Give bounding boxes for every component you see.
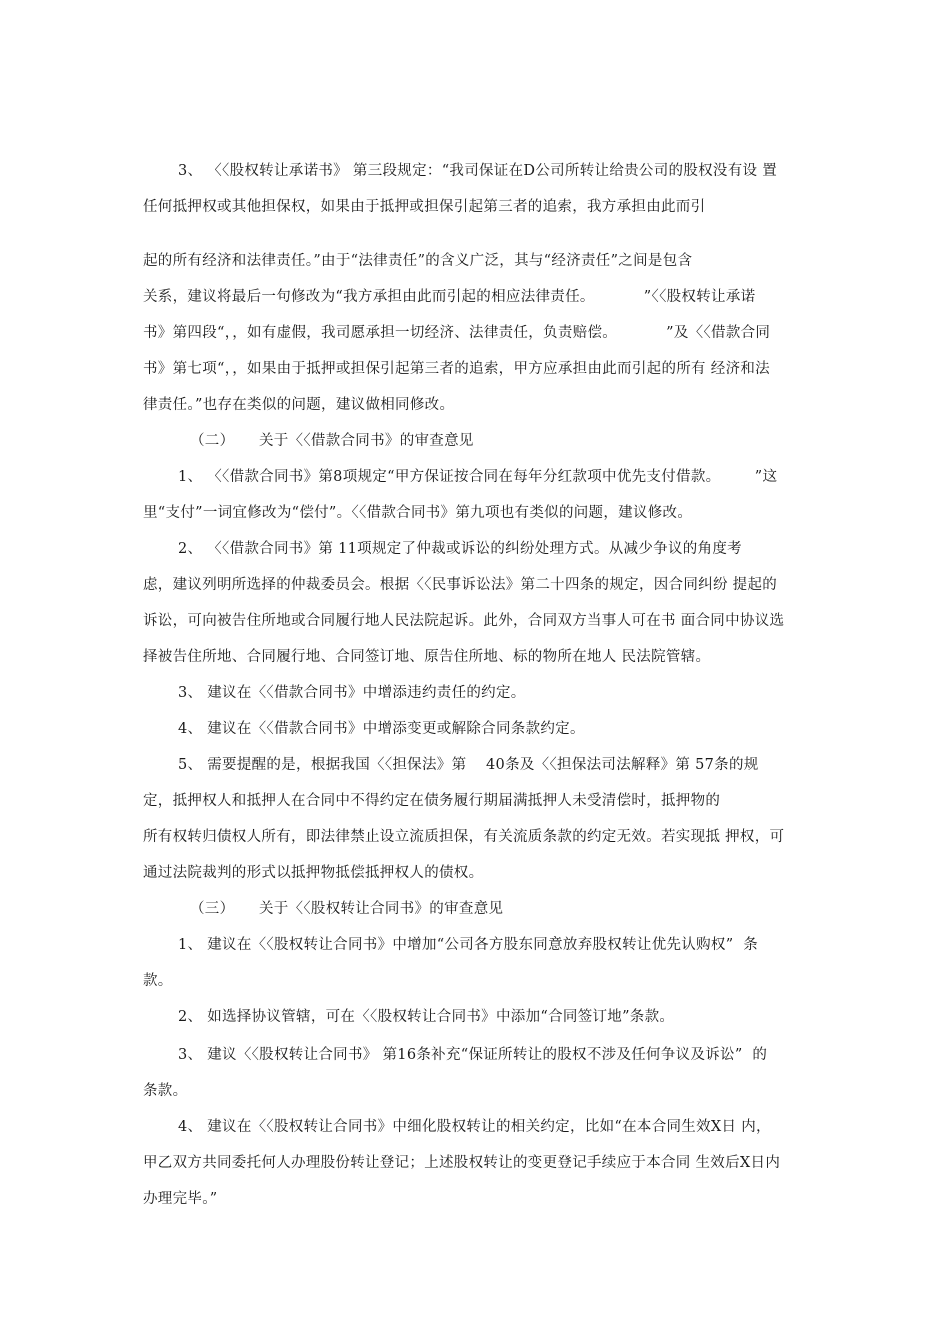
paragraph-line: 3、 建议〈〈股权转让合同书》 第16条补充“保证所转让的股权不涉及任何争议及诉讼” 的 (178, 1046, 768, 1063)
paragraph-line: 通过法院裁判的形式以抵押物抵偿抵押权人的债权。 (143, 864, 484, 881)
paragraph-line: 办理完毕。” (143, 1190, 218, 1207)
paragraph-line: 2、 如选择协议管辖，可在〈〈股权转让合同书》中添加“合同签订地”条款。 (178, 1008, 675, 1025)
paragraph-line: 4、 建议在〈〈股权转让合同书》中细化股权转让的相关约定，比如“在本合同生效X日 内， (178, 1118, 771, 1135)
paragraph-line: 虑，建议列明所选择的仲裁委员会。根据〈〈民事诉讼法》第二十四条的规定，因合同纠纷 提起的 (143, 576, 778, 593)
paragraph-line: 条款。 (143, 1082, 188, 1099)
paragraph-line: 择被告住所地、合同履行地、合同签订地、原告住所地、标的物所在地人 民法院管辖。 (143, 648, 711, 665)
paragraph-line: 2、 〈〈借款合同书》第 11项规定了仲裁或诉讼的纠纷处理方式。从减少争议的角度考 (178, 540, 742, 557)
paragraph-line: 起的所有经济和法律责任。”由于“法律责任”的含义广泛，其与“经济责任”之间是包含 (143, 252, 693, 269)
paragraph-line: 1、 〈〈借款合同书》第8项规定“甲方保证按合同在每年分红款项中优先支付借款。 ”这 (178, 468, 778, 485)
paragraph-line: 款。 (143, 972, 173, 989)
paragraph-line: 律责任。”也存在类似的问题，建议做相同修改。 (143, 396, 455, 413)
paragraph-line: 甲乙双方共同委托何人办理股份转让登记；上述股权转让的变更登记手续应于本合同 生效后X日内 (143, 1154, 781, 1171)
paragraph-line: 任何抵押权或其他担保权，如果由于抵押或担保引起第三者的追索，我方承担由此而引 (143, 198, 706, 215)
section-heading: （三） 关于〈〈股权转让合同书》的审查意见 (190, 900, 504, 917)
paragraph-line: 1、 建议在〈〈股权转让合同书》中增加“公司各方股东同意放弃股权转让优先认购权” 条 (178, 936, 759, 953)
paragraph-line: 所有权转归债权人所有，即法律禁止设立流质担保，有关流质条款的约定无效。若实现抵 押权，可 (143, 828, 785, 845)
paragraph-line: 里“支付”一词宜修改为“偿付”。〈〈借款合同书》第九项也有类似的问题，建议修改。 (143, 504, 693, 521)
paragraph-line: 3、 建议在〈〈借款合同书》中增添违约责任的约定。 (178, 684, 526, 701)
paragraph-line: 3、 〈〈股权转让承诺书》 第三段规定：“我司保证在D公司所转让给贵公司的股权没有设 置 (178, 162, 778, 179)
paragraph-line: 5、 需要提醒的是，根据我国〈〈担保法》第 40条及〈〈担保法司法解释》第 57条的规 (178, 756, 759, 773)
paragraph-line: 定，抵押权人和抵押人在合同中不得约定在债务履行期届满抵押人未受清偿时，抵押物的 (143, 792, 721, 809)
paragraph-line: 诉讼，可向被告住所地或合同履行地人民法院起诉。此外，合同双方当事人可在书 面合同中协议选 (143, 612, 785, 629)
paragraph-line: 4、 建议在〈〈借款合同书》中增添变更或解除合同条款约定。 (178, 720, 585, 737)
paragraph-line: 关系，建议将最后一句修改为“我方承担由此而引起的相应法律责任。 ”〈〈股权转让承诺 (143, 288, 756, 305)
paragraph-line: 书》第七项“，，如果由于抵押或担保引起第三者的追索，甲方应承担由此而引起的所有 经济和法 (143, 360, 770, 377)
section-heading: （二） 关于〈〈借款合同书》的审查意见 (190, 432, 474, 449)
paragraph-line: 书》第四段“，，如有虚假，我司愿承担一切经济、法律责任，负责赔偿。 ”及〈〈借款合同 (143, 324, 771, 341)
